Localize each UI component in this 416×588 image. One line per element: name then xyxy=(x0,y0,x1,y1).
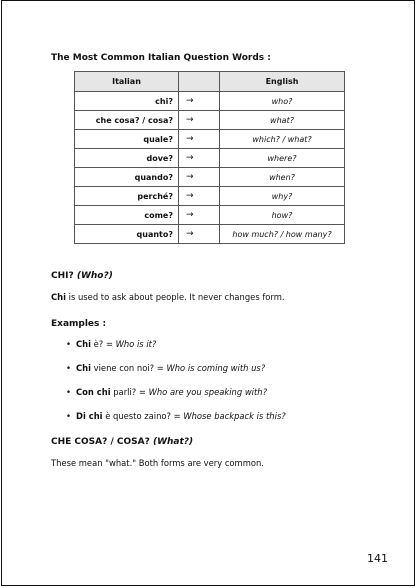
english-word: what? xyxy=(220,111,345,130)
document-page xyxy=(1,0,415,586)
italian-word: quando? xyxy=(75,168,179,187)
examples-label: Examples : xyxy=(51,319,107,329)
english-word: when? xyxy=(220,168,345,187)
english-word: how? xyxy=(220,206,345,225)
header-arrow xyxy=(179,72,220,92)
arrow-icon: → xyxy=(179,187,220,206)
bullet-icon: • xyxy=(66,387,71,397)
chi-description xyxy=(51,292,285,302)
example-gloss: Who is it? xyxy=(115,339,157,349)
arrow-icon: → xyxy=(179,111,220,130)
english-word: why? xyxy=(220,187,345,206)
description-bold: Chi xyxy=(51,292,66,302)
heading-gloss: (Who?) xyxy=(76,271,113,281)
table-row xyxy=(75,206,345,225)
example-bold: Di chi xyxy=(76,411,103,421)
question-words-table xyxy=(74,71,345,244)
example-bold: Chi xyxy=(76,339,91,349)
italian-word: quanto? xyxy=(75,225,179,244)
example-rest: è? = xyxy=(90,339,116,349)
table-header-row xyxy=(75,72,345,92)
example-bold: Chi xyxy=(76,363,91,373)
section-heading-checosa xyxy=(51,437,193,447)
description-rest: is used to ask about people. It never changes form. xyxy=(65,292,285,302)
bullet-icon: • xyxy=(66,411,71,421)
arrow-icon: → xyxy=(179,225,220,244)
table-row xyxy=(75,130,345,149)
italian-word: che cosa? / cosa? xyxy=(75,111,179,130)
table-row xyxy=(75,111,345,130)
example-bold: Con chi xyxy=(76,387,111,397)
example-rest: è questo zaino? = xyxy=(102,411,184,421)
example-gloss: Who are you speaking with? xyxy=(148,387,268,397)
english-word: which? / what? xyxy=(220,130,345,149)
table-row xyxy=(75,225,345,244)
arrow-icon: → xyxy=(179,168,220,187)
heading-text: CHI? xyxy=(51,271,74,281)
example-rest: viene con noi? = xyxy=(90,363,167,373)
english-word: how much? / how many? xyxy=(220,225,345,244)
header-english: English xyxy=(220,72,345,92)
list-item xyxy=(66,363,265,373)
example-gloss: Whose backpack is this? xyxy=(183,411,286,421)
list-item xyxy=(66,387,267,397)
page-number: 141 xyxy=(367,552,388,565)
arrow-icon: → xyxy=(179,92,220,111)
italian-word: dove? xyxy=(75,149,179,168)
heading-gloss: (What?) xyxy=(152,437,194,447)
english-word: where? xyxy=(220,149,345,168)
bullet-icon: • xyxy=(66,339,71,349)
arrow-icon: → xyxy=(179,130,220,149)
arrow-icon: → xyxy=(179,206,220,225)
list-item xyxy=(66,339,156,349)
example-gloss: Who is coming with us? xyxy=(166,363,266,373)
table-row xyxy=(75,168,345,187)
section-heading-chi xyxy=(51,271,113,281)
page-title: The Most Common Italian Question Words : xyxy=(51,53,271,63)
table-row xyxy=(75,187,345,206)
english-word: who? xyxy=(220,92,345,111)
table-row xyxy=(75,92,345,111)
list-item xyxy=(66,411,286,421)
example-rest: parli? = xyxy=(110,387,149,397)
arrow-icon: → xyxy=(179,149,220,168)
header-italian: Italian xyxy=(75,72,179,92)
table-row xyxy=(75,149,345,168)
italian-word: come? xyxy=(75,206,179,225)
italian-word: perché? xyxy=(75,187,179,206)
italian-word: chi? xyxy=(75,92,179,111)
checosa-description: These mean "what." Both forms are very common. xyxy=(51,458,264,468)
heading-text: CHE COSA? / COSA? xyxy=(51,437,150,447)
bullet-icon: • xyxy=(66,363,71,373)
italian-word: quale? xyxy=(75,130,179,149)
